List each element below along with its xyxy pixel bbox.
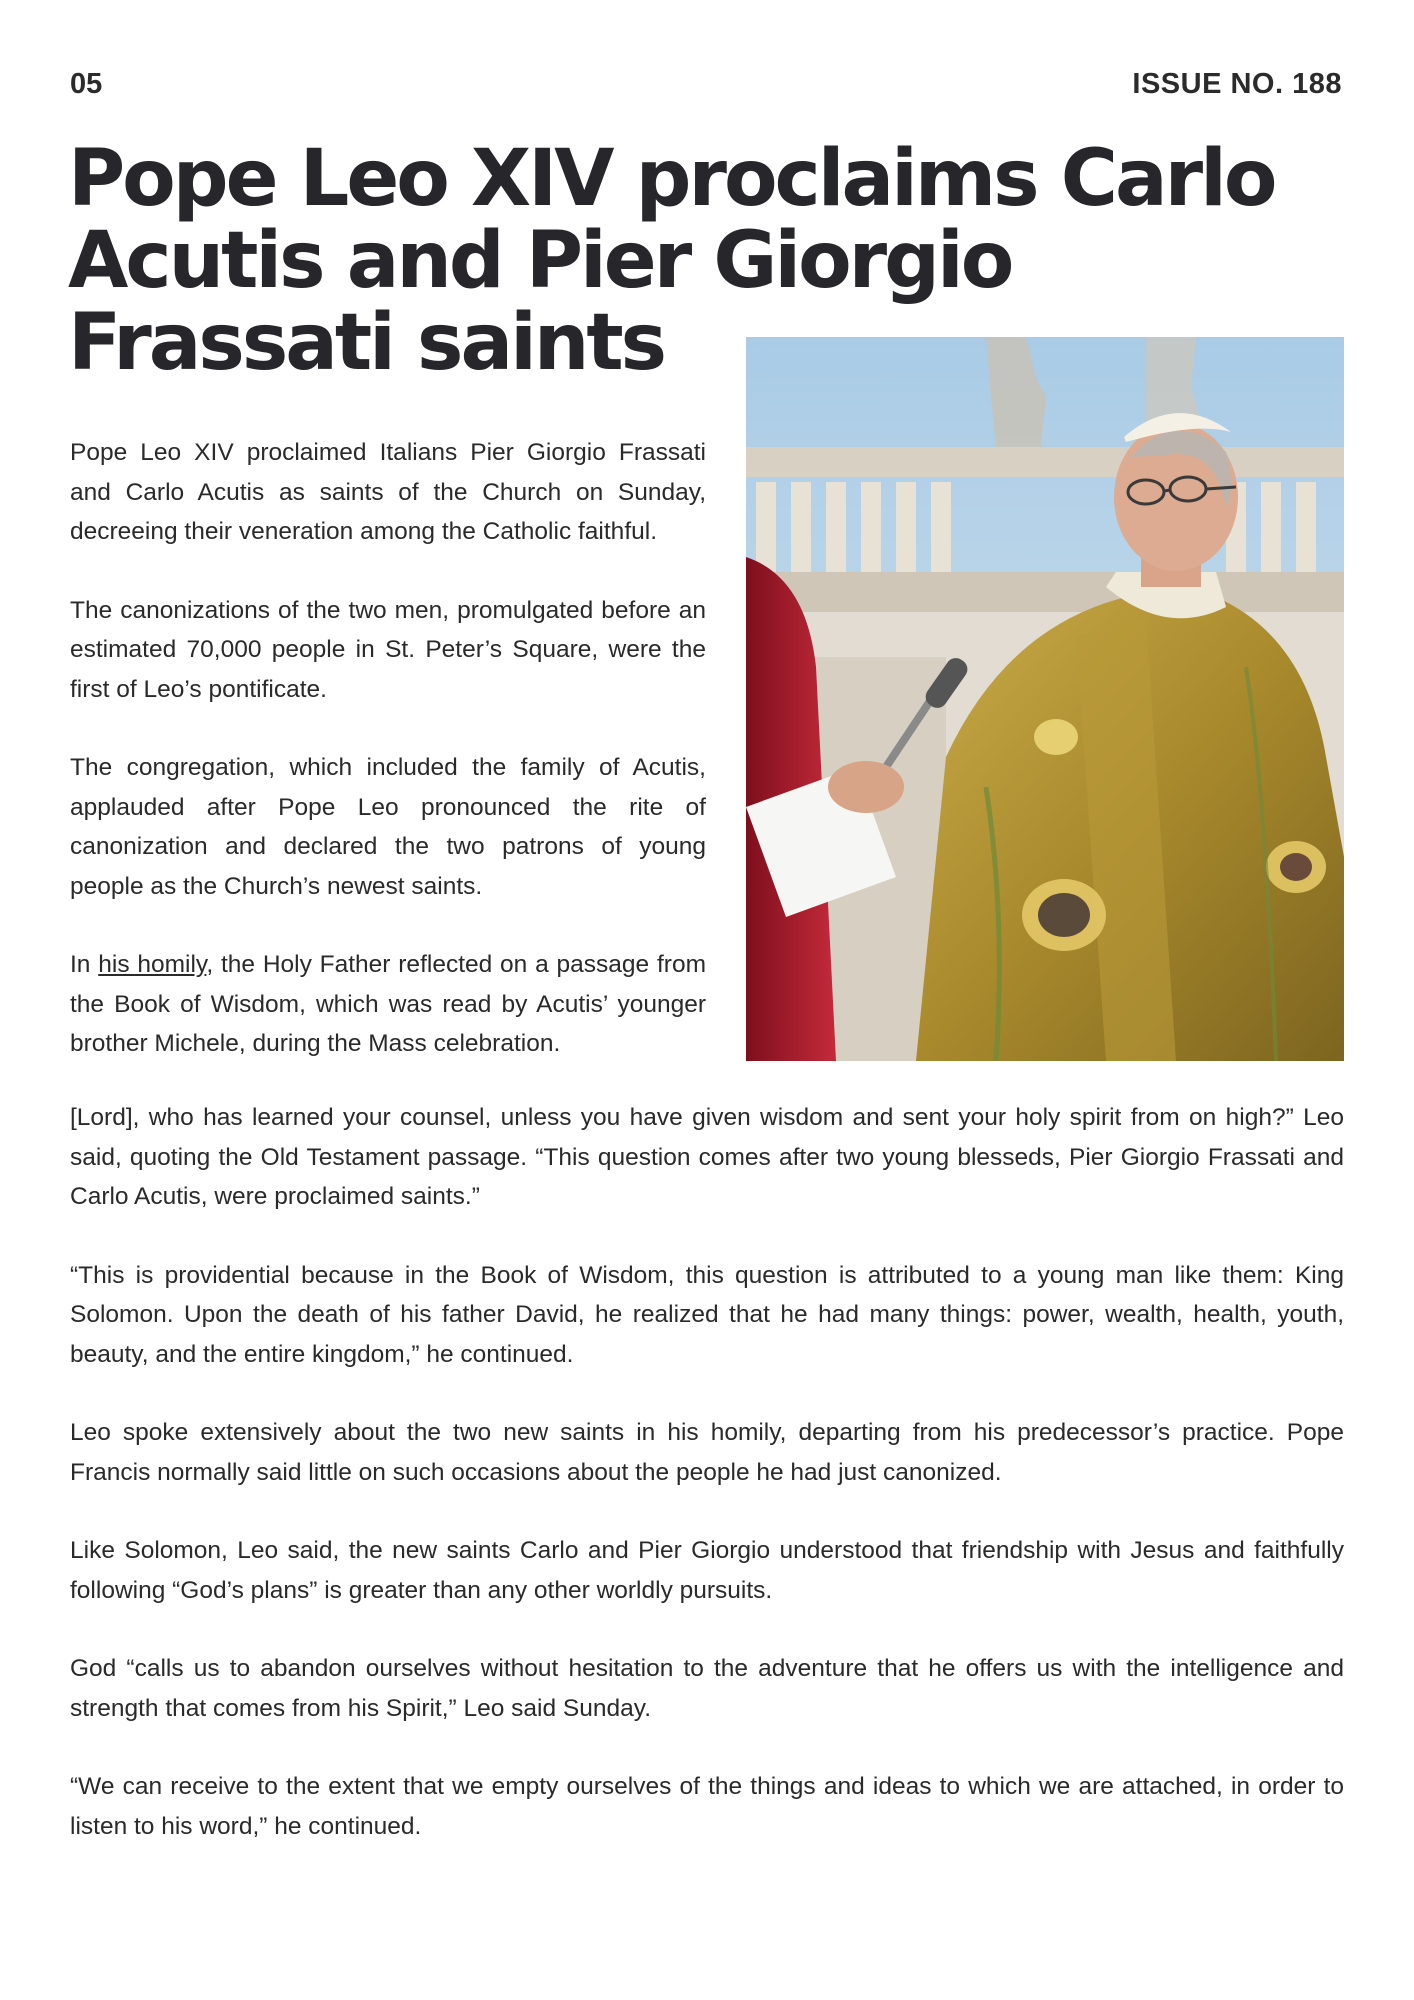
- column-paragraph: The canonizations of the two men, promulgated before an estimated 70,000 people in St. Peter’s Square, were the first of Leo’s pontificate.: [70, 596, 706, 703]
- column-paragraph: The congregation, which included the family of Acutis, applauded after Pope Leo pronounced the rite of canonization and declared the two patrons of young people as the Church’s newest saints.: [70, 754, 706, 900]
- body-paragraph: [Lord], who has learned your counsel, unless you have given wisdom and sent your holy spirit from on high?” Leo said, quoting the Old Testament passage. “This question comes after two young blesseds, Pier Giorgio Frassati and Carlo Acutis, were proclaimed saints.”: [70, 1104, 1344, 1210]
- article-title: Pope Leo XIV proclaims Carlo Acutis and Pier Giorgio Frassati saints: [68, 134, 1275, 388]
- body-paragraph: Leo spoke extensively about the two new saints in his homily, departing from his predecessor’s practice. Pope Francis normally said little on such occasions about the people he had just canonized.: [70, 1419, 1344, 1486]
- body-paragraph: “This is providential because in the Book of Wisdom, this question is attributed to a young man like them: King Solomon. Upon the death of his father David, he realized that he had many things: power, wealth, health, youth, beauty, and the entire kingdom,” he continued.: [70, 1261, 1344, 1368]
- body-paragraph: God “calls us to abandon ourselves without hesitation to the adventure that he offers us with the intelligence and strength that comes from his Spirit,” Leo said Sunday.: [70, 1655, 1344, 1722]
- issue-number: ISSUE NO. 188: [1132, 68, 1342, 100]
- homily-paragraph: [70, 945, 706, 1064]
- homily-rest: , the Holy Father reflected on a passage from the Book of Wisdom, which was read by Acutis’ younger brother Michele, during the Mass celebration.: [70, 951, 706, 1057]
- body-paragraph: Like Solomon, Leo said, the new saints Carlo and Pier Giorgio understood that friendship with Jesus and faithfully following “God’s plans” is greater than any other worldly pursuits.: [70, 1537, 1344, 1604]
- column-paragraph: Pope Leo XIV proclaimed Italians Pier Giorgio Frassati and Carlo Acutis as saints of the Church on Sunday, decreeing their veneration among the Catholic faithful.: [70, 439, 706, 545]
- homily-link[interactable]: his homily: [98, 951, 207, 978]
- pope-photo: [746, 337, 1344, 1061]
- homily-prefix: In: [70, 951, 99, 978]
- full-width-body: [70, 1098, 1344, 1885]
- page-number: 05: [70, 68, 103, 100]
- body-paragraph: “We can receive to the extent that we empty ourselves of the things and ideas to which we are attached, in order to listen to his word,” he continued.: [70, 1773, 1344, 1840]
- narrow-column: [70, 433, 706, 1103]
